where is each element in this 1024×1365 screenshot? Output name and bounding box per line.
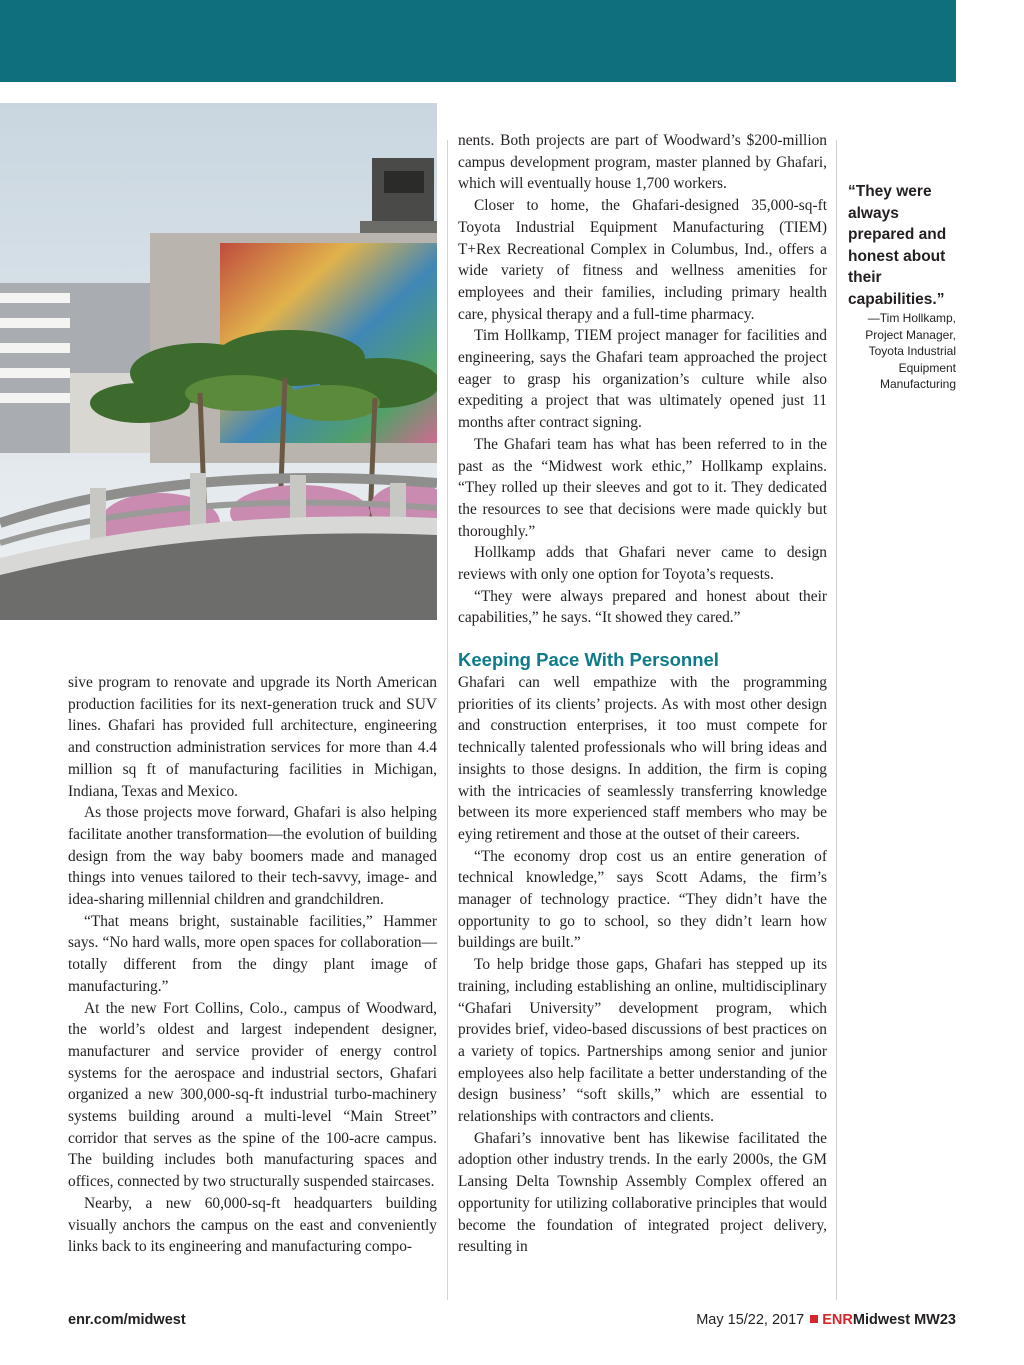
paragraph: Ghafari can well empathize with the programming priorities of its clients’ projects. As with most other design and construction enterprises, it too must compete for technically talented professionals who will bring ideas and insights to those designs. In addition, the firm is coping with the intricacies of seamlessly transferring knowledge between its more experienced staff members who may be eying retirement and those at the outset of their careers. <box>458 674 827 843</box>
footer-folio <box>696 1312 956 1328</box>
paragraph: “That means bright, sustainable facilities,” Hammer says. “No hard walls, more open spaces for collaboration—totally different from the dingy plant image of manufacturing.” <box>68 912 437 995</box>
sidebar-divider <box>836 140 837 1300</box>
paragraph: “They were always prepared and honest about their capabilities,” he says. “It showed they cared.” <box>458 587 827 627</box>
paragraph: nents. Both projects are part of Woodward’s $200-million campus development program, master planned by Ghafari, which will eventually house 1,700 workers. <box>458 132 827 193</box>
paragraph: Hollkamp adds that Ghafari never came to design reviews with only one option for Toyota’s requests. <box>458 544 827 584</box>
page-number: MW23 <box>914 1312 956 1328</box>
header-color-band <box>0 0 956 82</box>
campus-rendering-image <box>0 103 437 620</box>
paragraph: “The economy drop cost us an entire generation of technical knowledge,” says Scott Adams, the firm’s manager of technology practice. “They didn’t have the opportunity to go to school, so they didn’t learn how buildings are built.” <box>458 847 827 952</box>
footer-date: May 15/22, 2017 <box>696 1312 805 1328</box>
column-divider <box>447 140 448 1300</box>
right-text-column-top <box>458 130 827 629</box>
left-text-column <box>68 672 437 1258</box>
brand-enr: ENR <box>822 1312 853 1328</box>
pull-quote-attribution: —Tim Hollkamp, Project Manager, Toyota Industrial Equipment Manufacturing <box>865 311 956 392</box>
red-square-icon <box>810 1315 818 1323</box>
paragraph: Closer to home, the Ghafari-designed 35,000-sq-ft Toyota Industrial Equipment Manufacturing (TIEM) T+Rex Recreational Complex in Columbus, Ind., offers a wide variety of fitness and wellness amenities for employees and their families, including primary health care, physical therapy and a full-time pharmacy. <box>458 197 827 323</box>
paragraph: The Ghafari team has what has been referred to in the past as the “Midwest work ethic,” Hollkamp explains. “They rolled up their sleeves and got to it. They dedicated the resources to see that decisions were made quickly but thoroughly.” <box>458 435 827 540</box>
paragraph: Tim Hollkamp, TIEM project manager for facilities and engineering, says the Ghafari team approached the project eager to grasp his organization’s culture while also expediting a project that was ultimately opened just 11 months after contract signing. <box>458 327 827 432</box>
paragraph: sive program to renovate and upgrade its North American production facilities for its next-generation truck and SUV lines. Ghafari has provided full architecture, engineering and construction administration services for more than 4.4 million sq ft of manufacturing facilities in Michigan, Indiana, Texas and Mexico. <box>68 674 437 800</box>
brand-midwest: Midwest <box>852 1312 911 1328</box>
paragraph: To help bridge those gaps, Ghafari has stepped up its training, including establishing an online, multidisciplinary “Ghafari University” development program, which provides brief, video-based discussions of best practices on a variety of topics. Partnerships among senior and junior employees also help facilitate a better understanding of the design business’ “soft skills,” which are essential to relationships with contractors and clients. <box>458 956 827 1126</box>
footer-url: enr.com/midwest <box>68 1312 186 1328</box>
paragraph: Ghafari’s innovative bent has likewise facilitated the adoption other industry trends. In the early 2000s, the GM Lansing Delta Township Assembly Complex offered an opportunity for utilizing collaborative principles that would become the foundation of integrated project delivery, resulting in <box>458 1129 827 1256</box>
pull-quote: “They were always prepared and honest about their capabilities.” <box>848 183 947 308</box>
right-text-column-bottom <box>458 672 827 1258</box>
paragraph: At the new Fort Collins, Colo., campus of Woodward, the world’s oldest and largest independent designer, manufacturer and service provider of energy control systems for the aerospace and industrial sectors, Ghafari organized a new 300,000-sq-ft industrial turbo-machinery systems building around a multi-level “Main Street” corridor that serves as the spine of the 100-acre campus. The building includes both manufacturing spaces and offices, connected by two structurally suspended staircases. <box>68 999 437 1191</box>
paragraph: As those projects move forward, Ghafari is also helping facilitate another transformation—the evolution of building design from the way baby boomers made and managed things into venues tailored to their tech-savvy, image- and idea-sharing millennial children and grandchildren. <box>68 804 437 909</box>
paragraph: Nearby, a new 60,000-sq-ft headquarters building visually anchors the campus on the east and conveniently links back to its engineering and manufacturing compo- <box>68 1194 437 1256</box>
section-subhead: Keeping Pace With Personnel <box>458 649 719 670</box>
